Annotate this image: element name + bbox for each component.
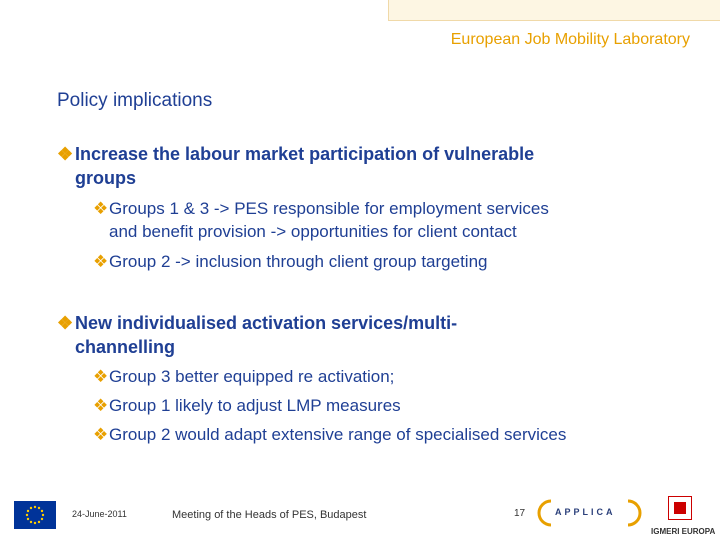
diamond-bullet-icon: ❖ xyxy=(93,252,109,271)
sub-text-cont: and benefit provision -> opportunities for client contact xyxy=(109,222,517,241)
sub-item xyxy=(93,423,713,446)
slide-title: Policy implications xyxy=(57,90,213,111)
diamond-bullet-icon: ❖ xyxy=(93,199,109,218)
gmeri-logo-mark xyxy=(674,502,686,514)
applica-logo-text: APPLICA xyxy=(555,507,616,517)
bullet-text-cont: channelling xyxy=(75,337,176,357)
diamond-bullet-icon: ❖ xyxy=(57,313,74,333)
sub-item xyxy=(93,365,693,388)
diamond-bullet-icon: ❖ xyxy=(93,425,109,444)
sub-text: Group 3 better equipped re activation; xyxy=(109,367,395,386)
sub-item xyxy=(93,394,693,417)
sub-text: Group 2 -> inclusion through client group targeting xyxy=(109,252,488,271)
header-title: European Job Mobility Laboratory xyxy=(450,31,690,48)
bullet-section-1 xyxy=(57,142,697,190)
diamond-bullet-icon: ❖ xyxy=(93,367,109,386)
footer-date: 24-June-2011 xyxy=(72,509,127,519)
sub-text: Group 1 likely to adjust LMP measures xyxy=(109,396,401,415)
applica-logo xyxy=(537,498,642,528)
bullet-text: Increase the labour market participation of vulnerable xyxy=(75,144,535,164)
diamond-bullet-icon: ❖ xyxy=(57,144,74,164)
sub-item xyxy=(93,250,693,273)
bullet-text: New individualised activation services/multi- xyxy=(75,313,458,333)
sub-text: Group 2 would adapt extensive range of specialised services xyxy=(109,425,567,444)
gmeri-label: IGMERI EUROPA xyxy=(651,527,716,536)
page-number: 17 xyxy=(514,508,526,519)
header-banner xyxy=(388,0,720,21)
footer-meeting: Meeting of the Heads of PES, Budapest xyxy=(172,509,367,521)
sub-text: Groups 1 & 3 -> PES responsible for employment services xyxy=(109,199,549,218)
gmeri-logo-icon xyxy=(668,496,692,520)
bullet-section-2 xyxy=(57,311,697,359)
eu-flag-icon xyxy=(14,501,56,529)
bullet-text-cont: groups xyxy=(75,168,136,188)
sub-item xyxy=(93,197,693,243)
diamond-bullet-icon: ❖ xyxy=(93,396,109,415)
